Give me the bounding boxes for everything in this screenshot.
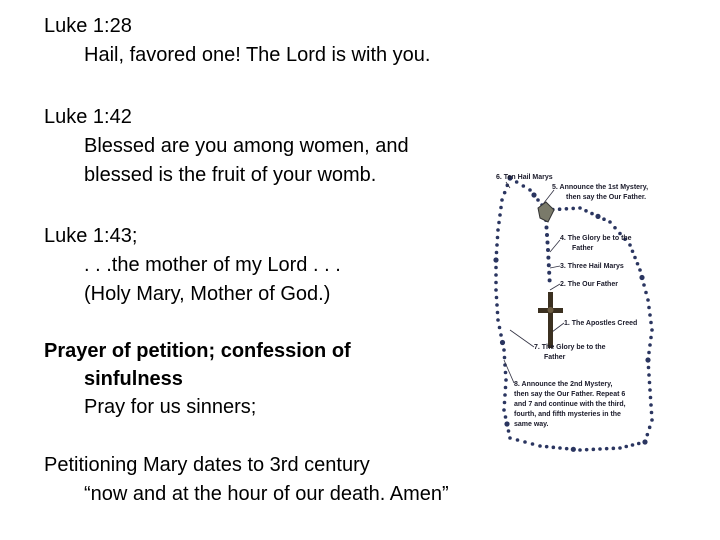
rosary-bead	[584, 209, 588, 213]
verse-line: (Holy Mary, Mother of God.)	[84, 283, 331, 305]
heading-luke-1-42: Luke 1:42	[44, 106, 132, 128]
label-announce-2nd-mystery-cont: and 7 and continue with the third,	[514, 401, 626, 408]
rosary-bead	[503, 401, 507, 405]
verse-line: Pray for us sinners;	[84, 396, 257, 418]
rosary-bead	[578, 448, 582, 452]
rosary-bead	[536, 198, 540, 202]
heading-petitioning-mary: Petitioning Mary dates to 3rd century	[44, 454, 370, 476]
rosary-diagram	[480, 160, 720, 460]
rosary-bead	[495, 251, 499, 255]
label-glory-be-cont: Father	[572, 245, 594, 252]
heading-luke-1-43: Luke 1:43;	[44, 225, 138, 247]
rosary-bead	[646, 433, 650, 437]
rosary-bead	[648, 313, 652, 317]
label-our-father: 2. The Our Father	[560, 281, 618, 288]
rosary-bead	[496, 318, 500, 322]
label-announce-2nd-mystery-cont: same way.	[514, 421, 549, 428]
rosary-bead	[639, 275, 644, 280]
rosary-bead	[602, 217, 606, 221]
heading-luke-1-28: Luke 1:28	[44, 15, 132, 37]
rosary-bead	[645, 357, 650, 362]
rosary-bead	[649, 403, 653, 407]
rosary-bead	[538, 444, 542, 448]
rosary-bead	[508, 436, 512, 440]
rosary-bead	[493, 257, 498, 262]
rosary-bead	[642, 283, 646, 287]
rosary-bead	[618, 446, 622, 450]
label-glory-be-2-cont: Father	[544, 354, 566, 361]
rosary-bead	[590, 212, 594, 216]
rosary-bead	[545, 445, 549, 449]
rosary-bead	[546, 248, 550, 252]
rosary-bead	[552, 446, 556, 450]
rosary-bead	[647, 306, 651, 310]
rosary-bead	[650, 328, 654, 332]
rosary-bead	[496, 236, 500, 240]
rosary-bead	[642, 439, 647, 444]
rosary-bead	[547, 271, 551, 275]
rosary-bead	[647, 366, 651, 370]
verse-line: . . .the mother of my Lord . . .	[84, 254, 341, 276]
rosary-bead	[504, 386, 508, 390]
rosary-bead	[565, 207, 569, 211]
rosary-bead	[498, 326, 502, 330]
rosary-bead	[545, 233, 549, 237]
rosary-bead	[528, 188, 532, 192]
rosary-bead	[547, 263, 551, 267]
rosary-bead	[531, 442, 535, 446]
rosary-bead	[613, 226, 617, 230]
rosary-bead	[497, 221, 501, 225]
label-announce-2nd-mystery-cont: then say the Our Father. Repeat 6	[514, 391, 626, 398]
rosary-bead	[631, 249, 635, 253]
label-glory-be-2: 7. The Glory be to the	[534, 344, 606, 351]
rosary-bead	[592, 448, 596, 452]
rosary-bead	[499, 206, 503, 210]
rosary-bead	[545, 226, 549, 230]
rosary-bead	[504, 421, 509, 426]
rosary-bead	[494, 281, 498, 285]
rosary-bead	[500, 340, 505, 345]
label-announce-2nd-mystery: 8. Announce the 2nd Mystery,	[514, 381, 613, 388]
rosary-bead	[546, 256, 550, 260]
label-three-hail-marys: 3. Three Hail Marys	[560, 263, 624, 270]
rosary-bead	[647, 351, 651, 355]
rosary-bead	[565, 447, 569, 451]
annotation-arrow	[510, 330, 534, 347]
rosary-bead	[647, 373, 651, 377]
rosary-bead	[648, 426, 652, 430]
rosary-bead	[571, 207, 575, 211]
rosary-bead	[495, 243, 499, 247]
rosary-bead	[649, 321, 653, 325]
rosary-bead	[650, 418, 654, 422]
label-announce-1st-mystery-cont: then say the Our Father.	[566, 194, 647, 201]
label-announce-1st-mystery: 5. Announce the 1st Mystery,	[552, 184, 649, 191]
rosary-bead	[648, 388, 652, 392]
label-announce-2nd-mystery-cont: fourth, and fifth mysteries in the	[514, 411, 621, 418]
rosary-bead	[516, 438, 520, 442]
rosary-bead	[503, 356, 507, 360]
annotation-arrow	[550, 240, 560, 252]
rosary-bead	[502, 408, 506, 412]
label-ten-hail-marys: 6. Ten Hail Marys	[496, 174, 553, 181]
rosary-bead	[605, 447, 609, 451]
rosary-bead	[496, 311, 500, 315]
rosary-bead	[612, 447, 616, 451]
rosary-bead	[638, 268, 642, 272]
annotation-arrow	[550, 284, 560, 290]
rosary-bead	[644, 291, 648, 295]
heading-petition-cont: sinfulness	[84, 368, 183, 390]
rosary-bead	[522, 184, 526, 188]
rosary-bead	[546, 241, 550, 245]
rosary-bead	[531, 192, 536, 197]
rosary-bead	[578, 206, 582, 210]
rosary-bead	[507, 429, 511, 433]
label-glory-be: 4. The Glory be to the	[560, 235, 632, 242]
rosary-bead	[494, 273, 498, 277]
rosary-bead	[650, 411, 654, 415]
rosary-bead	[495, 303, 499, 307]
rosary-bead	[624, 445, 628, 449]
verse-line: “now and at the hour of our death. Amen”	[84, 483, 449, 505]
rosary-bead	[608, 220, 612, 224]
rosary-bead	[646, 298, 650, 302]
rosary-bead	[503, 393, 507, 397]
rosary-bead	[558, 446, 562, 450]
rosary-bead	[500, 198, 504, 202]
rosary-bead	[498, 213, 502, 217]
rosary-bead	[585, 448, 589, 452]
rosary-bead	[636, 262, 640, 266]
rosary-bead	[558, 207, 562, 211]
rosary-bead	[495, 296, 499, 300]
heading-petition: Prayer of petition; confession of	[44, 340, 351, 362]
rosary-bead	[648, 343, 652, 347]
rosary-bead	[631, 443, 635, 447]
rosary-bead	[637, 442, 641, 446]
rosary-bead	[502, 348, 506, 352]
rosary-bead	[499, 333, 503, 337]
rosary-bead	[504, 378, 508, 382]
rosary-bead	[503, 191, 507, 195]
rosary-bead	[598, 447, 602, 451]
rosary-bead	[648, 381, 652, 385]
rosary-bead	[548, 278, 552, 282]
rosary-bead	[504, 415, 508, 419]
rosary-bead	[504, 371, 508, 375]
rosary-bead	[633, 256, 637, 260]
rosary-bead	[571, 447, 576, 452]
rosary-bead	[628, 243, 632, 247]
rosary-bead	[649, 336, 653, 340]
rosary-bead	[595, 214, 600, 219]
verse-line: Blessed are you among women, and	[84, 135, 409, 157]
label-apostles-creed: 1. The Apostles Creed	[564, 320, 638, 327]
rosary-bead	[523, 440, 527, 444]
rosary-bead	[496, 228, 500, 232]
annotation-arrow	[550, 266, 560, 268]
annotation-arrow	[552, 323, 564, 332]
verse-line: Hail, favored one! The Lord is with you.	[84, 44, 431, 66]
rosary-bead	[649, 396, 653, 400]
rosary-bead	[494, 288, 498, 292]
verse-line: blessed is the fruit of your womb.	[84, 164, 377, 186]
rosary-bead	[494, 266, 498, 270]
crucifix-icon	[538, 292, 563, 348]
